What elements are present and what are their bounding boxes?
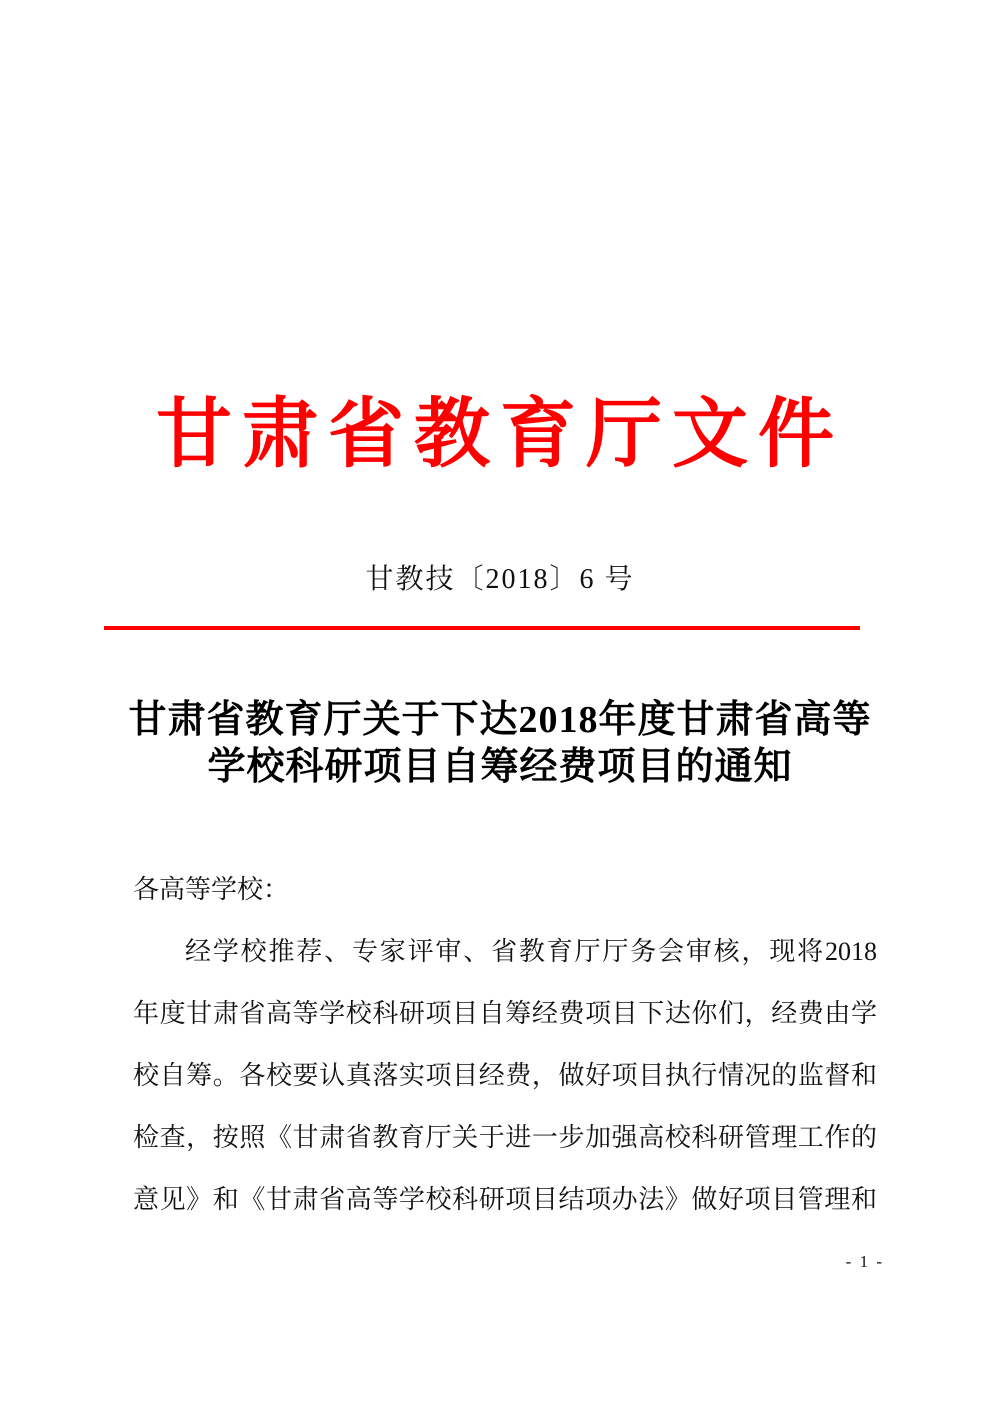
body-line-5: 意见》和《甘肃省高等学校科研项目结项办法》做好项目管理和: [133, 1185, 877, 1214]
body-line-2: 年度甘肃省高等学校科研项目自筹经费项目下达你们，经费由学: [133, 999, 877, 1028]
document-title-line2: 学校科研项目自筹经费项目的通知: [207, 746, 793, 788]
page-number: - 1 -: [845, 1252, 884, 1271]
document-title: [0, 697, 1000, 791]
body-paragraph: [133, 859, 877, 1231]
doc-number: 甘教技〔2018〕6 号: [365, 564, 635, 595]
red-divider-line: [104, 626, 860, 630]
body-line-1: 经学校推荐、专家评审、省教育厅厅务会审核，现将2018: [185, 937, 877, 966]
letterhead-title: 甘肃省教育厅文件: [156, 393, 844, 477]
body-line-3: 校自筹。各校要认真落实项目经费，做好项目执行情况的监督和: [133, 1061, 877, 1090]
salutation: 各高等学校：: [133, 875, 290, 904]
body-line-4: 检查，按照《甘肃省教育厅关于进一步加强高校科研管理工作的: [133, 1123, 877, 1152]
document-title-line1: 甘肃省教育厅关于下达2018年度甘肃省高等: [128, 699, 872, 741]
